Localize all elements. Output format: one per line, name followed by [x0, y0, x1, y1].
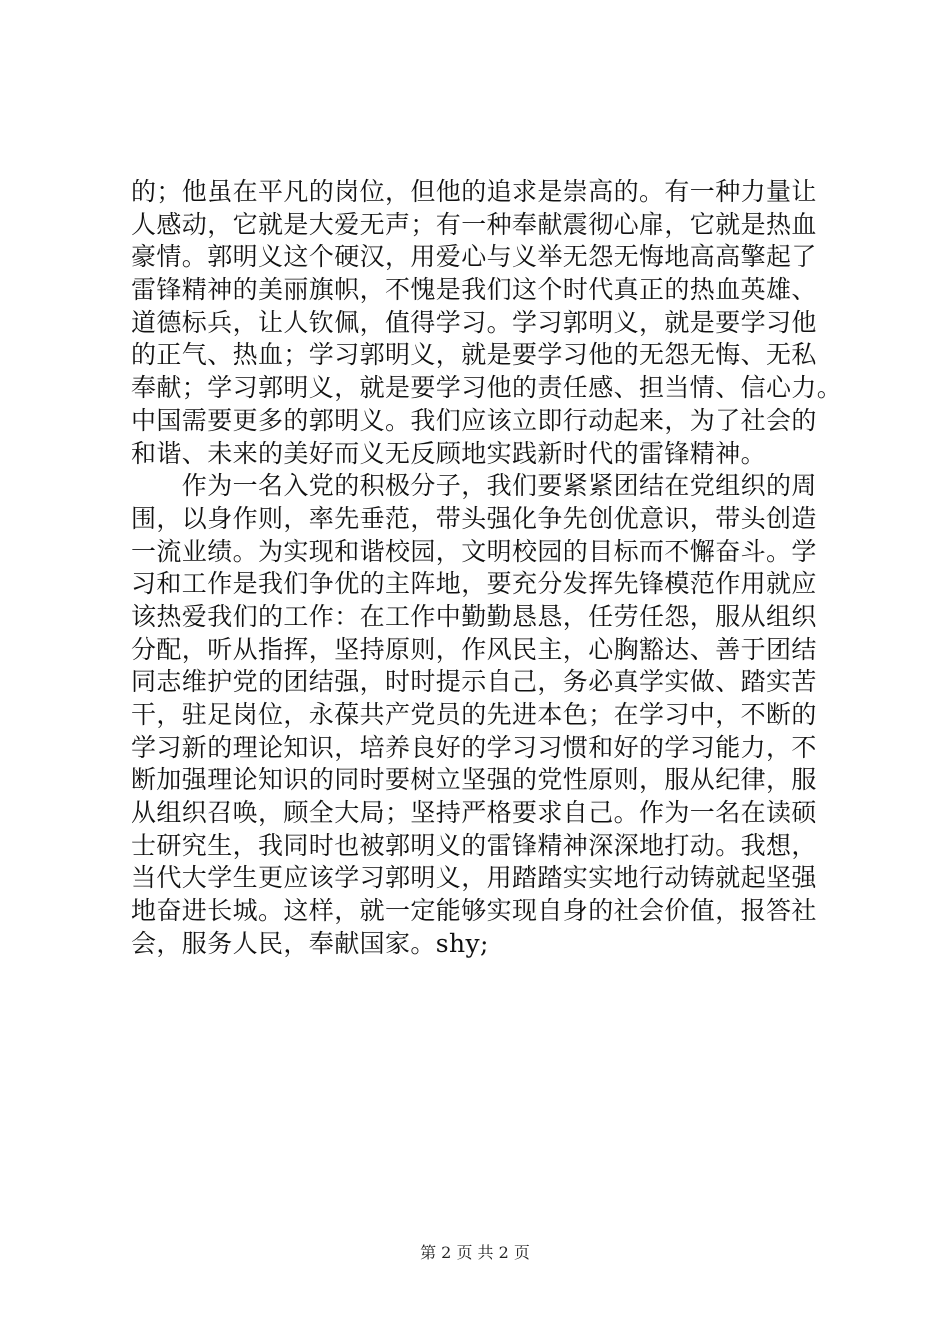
text-line: 的；他虽在平凡的岗位，但他的追求是崇高的。有一种力量让: [131, 177, 817, 206]
text-line: 地奋进长城。这样，就一定能够实现自身的社会价值，报答社: [131, 896, 817, 926]
text-line: 当代大学生更应该学习郭明义，用踏踏实实地行动铸就起坚强: [131, 863, 817, 893]
text-line: 豪情。郭明义这个硬汉，用爱心与义举无怨无悔地高高擎起了: [131, 242, 817, 272]
text-line: 习和工作是我们争优的主阵地，要充分发挥先锋模范作用就应: [131, 569, 817, 599]
text-line: 该热爱我们的工作：在工作中勤勤恳恳，任劳任怨，服从组织: [131, 601, 817, 631]
text-line: 分配，听从指挥，坚持原则，作风民主，心胸豁达、善于团结: [131, 634, 817, 664]
text-line: 奉献；学习郭明义，就是要学习他的责任感、担当情、信心力。: [131, 373, 843, 403]
text-line: 学习新的理论知识，培养良好的学习习惯和好的学习能力，不: [131, 732, 817, 762]
text-line: 围，以身作则，率先垂范，带头强化争先创优意识，带头创造: [131, 503, 817, 533]
text-line: 一流业绩。为实现和谐校园，文明校园的目标而不懈奋斗。学: [131, 536, 817, 566]
text-line: 士研究生，我同时也被郭明义的雷锋精神深深地打动。我想，: [131, 830, 817, 860]
text-line: 的正气、热血；学习郭明义，就是要学习他的无怨无悔、无私: [131, 340, 817, 370]
text-line: 道德标兵，让人钦佩，值得学习。学习郭明义，就是要学习他: [131, 307, 817, 337]
text-line: 会，服务人民，奉献国家。shy;: [131, 928, 489, 958]
text-line: 同志维护党的团结强，时时提示自己，务必真学实做、踏实苦: [131, 667, 817, 697]
text-line: 断加强理论知识的同时要树立坚强的党性原则，服从纪律，服: [131, 765, 817, 795]
text-line: 和谐、未来的美好而义无反顾地实践新时代的雷锋精神。: [131, 438, 767, 468]
paragraph-start-line: 作为一名入党的积极分子，我们要紧紧团结在党组织的周: [131, 471, 817, 501]
document-body: [131, 176, 851, 961]
page-number-footer: 第 2 页 共 2 页: [420, 1243, 530, 1262]
text-line: 人感动，它就是大爱无声；有一种奉献震彻心扉，它就是热血: [131, 209, 817, 239]
text-line: 中国需要更多的郭明义。我们应该立即行动起来，为了社会的: [131, 405, 817, 435]
text-line: 雷锋精神的美丽旗帜，不愧是我们这个时代真正的热血英雄、: [131, 275, 817, 305]
text-line: 从组织召唤，顾全大局；坚持严格要求自己。作为一名在读硕: [131, 798, 817, 828]
text-line: 干，驻足岗位，永葆共产党员的先进本色；在学习中，不断的: [131, 700, 817, 729]
